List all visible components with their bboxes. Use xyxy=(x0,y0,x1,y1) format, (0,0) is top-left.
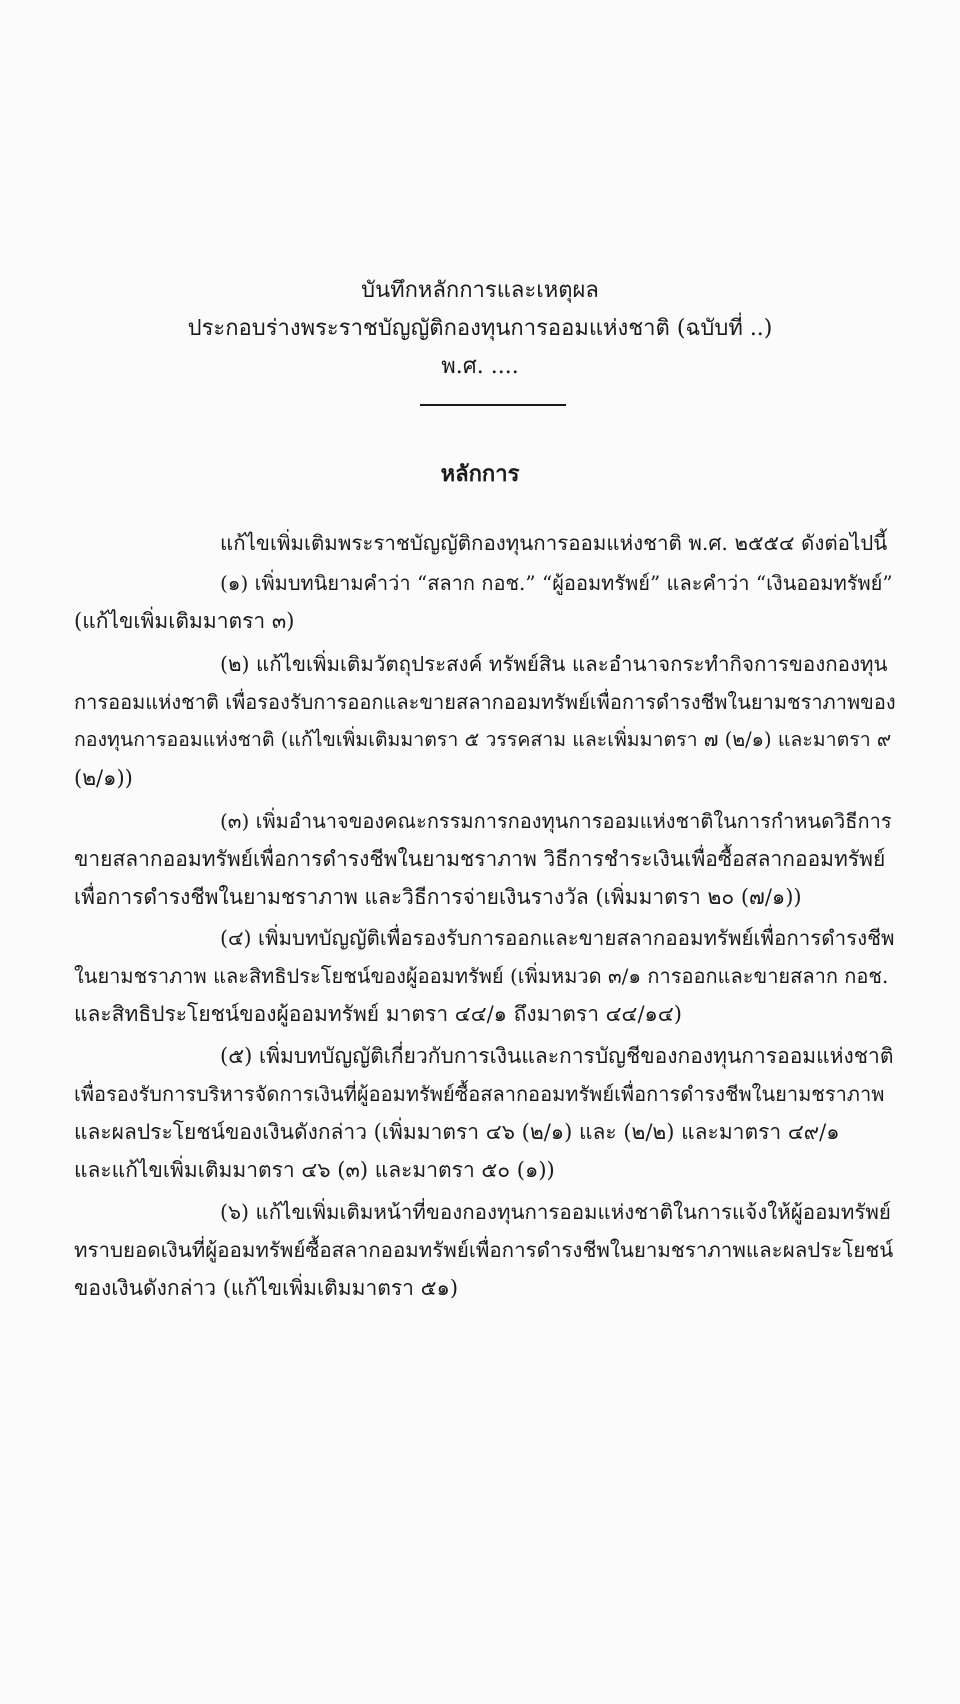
principle-item-2-line: การออมแห่งชาติ เพื่อรองรับการออกและขายสลากออมทรัพย์เพื่อการดำรงชีพในยามชราภาพของ xyxy=(74,690,896,714)
principle-item-5-line: (๕) เพิ่มบทบัญญัติเกี่ยวกับการเงินและการบัญชีของกองทุนการออมแห่งชาติ xyxy=(220,1044,894,1068)
intro-paragraph: แก้ไขเพิ่มเติมพระราชบัญญัติกองทุนการออมแห่งชาติ พ.ศ. ๒๕๕๔ ดังต่อไปนี้ xyxy=(220,531,888,555)
principle-item-5-line: เพื่อรองรับการบริหารจัดการเงินที่ผู้ออมทรัพย์ซื้อสลากออมทรัพย์เพื่อการดำรงชีพในยามชราภาพ xyxy=(74,1082,885,1106)
principle-item-4-line: (๔) เพิ่มบทบัญญัติเพื่อรองรับการออกและขายสลากออมทรัพย์เพื่อการดำรงชีพ xyxy=(220,926,895,950)
principle-item-1-line: (แก้ไขเพิ่มเติมมาตรา ๓) xyxy=(74,609,295,633)
principle-item-6-line: (๖) แก้ไขเพิ่มเติมหน้าที่ของกองทุนการออมแห่งชาติในการแจ้งให้ผู้ออมทรัพย์ xyxy=(220,1200,891,1224)
principle-item-6-line: ทราบยอดเงินที่ผู้ออมทรัพย์ซื้อสลากออมทรัพย์เพื่อการดำรงชีพในยามชราภาพและผลประโยชน์ xyxy=(74,1238,894,1262)
section-title: หลักการ xyxy=(440,461,520,487)
principle-item-1-line: (๑) เพิ่มบทนิยามคำว่า “สลาก กอช.” “ผู้ออมทรัพย์” และคำว่า “เงินออมทรัพย์” xyxy=(220,571,893,595)
title-divider xyxy=(420,404,566,406)
principle-item-2-line: (๒/๑)) xyxy=(74,766,133,790)
principle-item-6-line: ของเงินดังกล่าว (แก้ไขเพิ่มเติมมาตรา ๕๑) xyxy=(74,1276,459,1300)
memo-title: บันทึกหลักการและเหตุผล xyxy=(361,278,599,303)
principle-item-4-line: ในยามชราภาพ และสิทธิประโยชน์ของผู้ออมทรัพย์ (เพิ่มหมวด ๓/๑ การออกและขายสลาก กอช. xyxy=(74,964,889,988)
bill-year: พ.ศ. .... xyxy=(441,354,519,379)
principle-item-5-line: และแก้ไขเพิ่มเติมมาตรา ๔๖ (๓) และมาตรา ๕๐ (๑)) xyxy=(74,1158,555,1182)
principle-item-2-line: กองทุนการออมแห่งชาติ (แก้ไขเพิ่มเติมมาตรา ๕ วรรคสาม และเพิ่มมาตรา ๗ (๒/๑) และมาตรา ๙ xyxy=(74,728,892,751)
principle-item-3-line: (๓) เพิ่มอำนาจของคณะกรรมการกองทุนการออมแห่งชาติในการกำหนดวิธีการ xyxy=(220,809,892,833)
bill-title: ประกอบร่างพระราชบัญญัติกองทุนการออมแห่งชาติ (ฉบับที่ ..) xyxy=(187,316,773,341)
principle-item-3-line: เพื่อการดำรงชีพในยามชราภาพ และวิธีการจ่ายเงินรางวัล (เพิ่มมาตรา ๒๐ (๗/๑)) xyxy=(74,885,802,909)
principle-item-3-line: ขายสลากออมทรัพย์เพื่อการดำรงชีพในยามชราภาพ วิธีการชำระเงินเพื่อซื้อสลากออมทรัพย์ xyxy=(74,847,886,871)
principle-item-5-line: และผลประโยชน์ของเงินดังกล่าว (เพิ่มมาตรา ๔๖ (๒/๑) และ (๒/๒) และมาตรา ๔๙/๑ xyxy=(74,1120,840,1144)
principle-item-4-line: และสิทธิประโยชน์ของผู้ออมทรัพย์ มาตรา ๔๔/๑ ถึงมาตรา ๔๔/๑๔) xyxy=(74,1002,682,1026)
principle-item-2-line: (๒) แก้ไขเพิ่มเติมวัตถุประสงค์ ทรัพย์สิน และอำนาจกระทำกิจการของกองทุน xyxy=(220,652,888,676)
